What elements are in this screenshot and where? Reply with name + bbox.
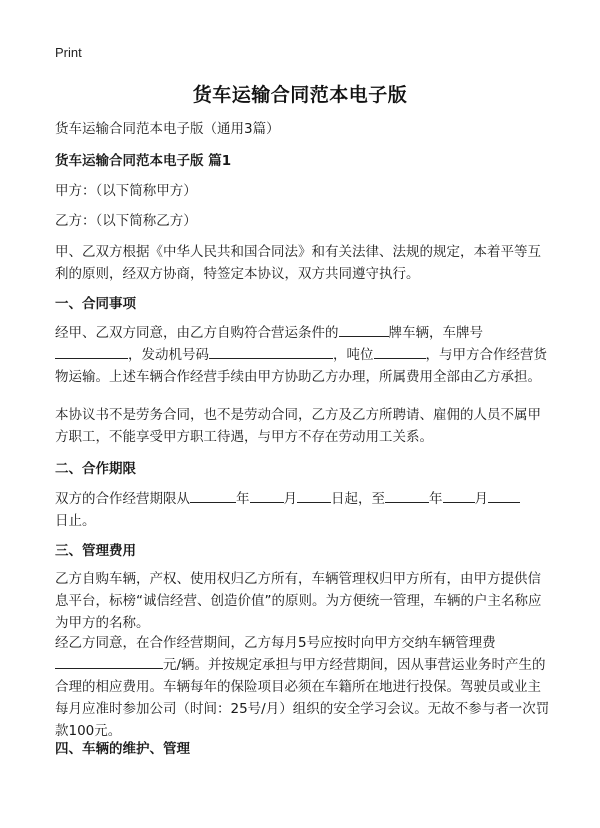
plate-type-blank [339,322,389,337]
section-2-paragraph-1 [55,488,550,532]
document-title: 货车运输合同范本电子版 [192,84,408,106]
plate-number-blank [55,344,128,359]
section-1-text-e: ，与甲方合作经营货物运输。上述车辆合作经营手续由甲方协助乙方办理，所属费用全部由乙方承担。 [55,347,547,385]
start-year-blank [190,488,236,503]
tonnage-blank [374,344,426,359]
section-2-text-e: 年 [429,491,443,507]
end-month-blank [443,488,475,503]
management-fee-blank [55,654,163,669]
intro-paragraph: 甲、乙双方根据《中华人民共和国合同法》和有关法律、法规的规定，本着平等互利的原则，经双方协商，特签定本协议，双方共同遵守执行。 [55,244,541,282]
print-label[interactable]: Print [55,45,82,60]
section-3-paragraph-1: 乙方自购车辆，产权、使用权归乙方所有，车辆管理权归甲方所有，由甲方提供信息平台，标榜“诚信经营、创造价值”的原则。为方便统一管理，车辆的户主名称应为甲方的名称。 [55,571,542,631]
section-3-paragraph-2 [55,632,550,742]
end-day-blank [488,488,520,503]
section-2-text-a: 双方的合作经营期限从 [55,491,190,507]
section-1-text-a: 经甲、乙双方同意，由乙方自购符合营运条件的 [55,325,339,341]
section-3-text-a: 经乙方同意，在合作经营期间，乙方每月5号应按时向甲方交纳车辆管理费 [55,635,496,651]
section-1-paragraph-2: 本协议书不是劳务合同，也不是劳动合同，乙方及乙方所聘请、雇佣的人员不属甲方职工，不能享受甲方职工待遇，与甲方不存在劳动用工关系。 [55,407,541,445]
party-b-line: 乙方：（以下简称乙方） [55,213,197,229]
section-4-heading: 四、车辆的维护、管理 [55,741,190,757]
section-1-heading: 一、合同事项 [55,296,136,312]
end-year-blank [385,488,429,503]
section-2-text-d: 日起，至 [331,491,385,507]
start-day-blank [297,488,331,503]
section-1-text-c: ，发动机号码 [128,347,209,363]
party-a-line: 甲方：（以下简称甲方） [55,183,197,199]
section-2-heading: 二、合作期限 [55,461,136,477]
section-2-text-c: 月 [283,491,297,507]
section-3-text-b: 元/辆。并按规定承担与甲方经营期间，因从事营运业务时产生的合理的相应费用。车辆每年的保险项目必须在车籍所在地进行投保。驾驶员或业主每月应准时参加公司（时间：25号/月）组织的安全学习会议。无故不参与者一次罚款100元。 [55,657,550,739]
section-2-text-g: 日止。 [55,513,96,529]
document-subtitle: 货车运输合同范本电子版（通用3篇） [55,121,280,137]
part-title: 货车运输合同范本电子版 篇1 [55,153,232,169]
section-1-paragraph-1 [55,322,550,388]
engine-number-blank [209,344,333,359]
section-2-text-f: 月 [474,491,488,507]
start-month-blank [250,488,284,503]
section-1-text-d: ，吨位 [333,347,374,363]
section-3-heading: 三、管理费用 [55,543,136,559]
section-2-text-b: 年 [236,491,250,507]
section-1-text-b: 牌车辆，车牌号 [388,325,483,341]
